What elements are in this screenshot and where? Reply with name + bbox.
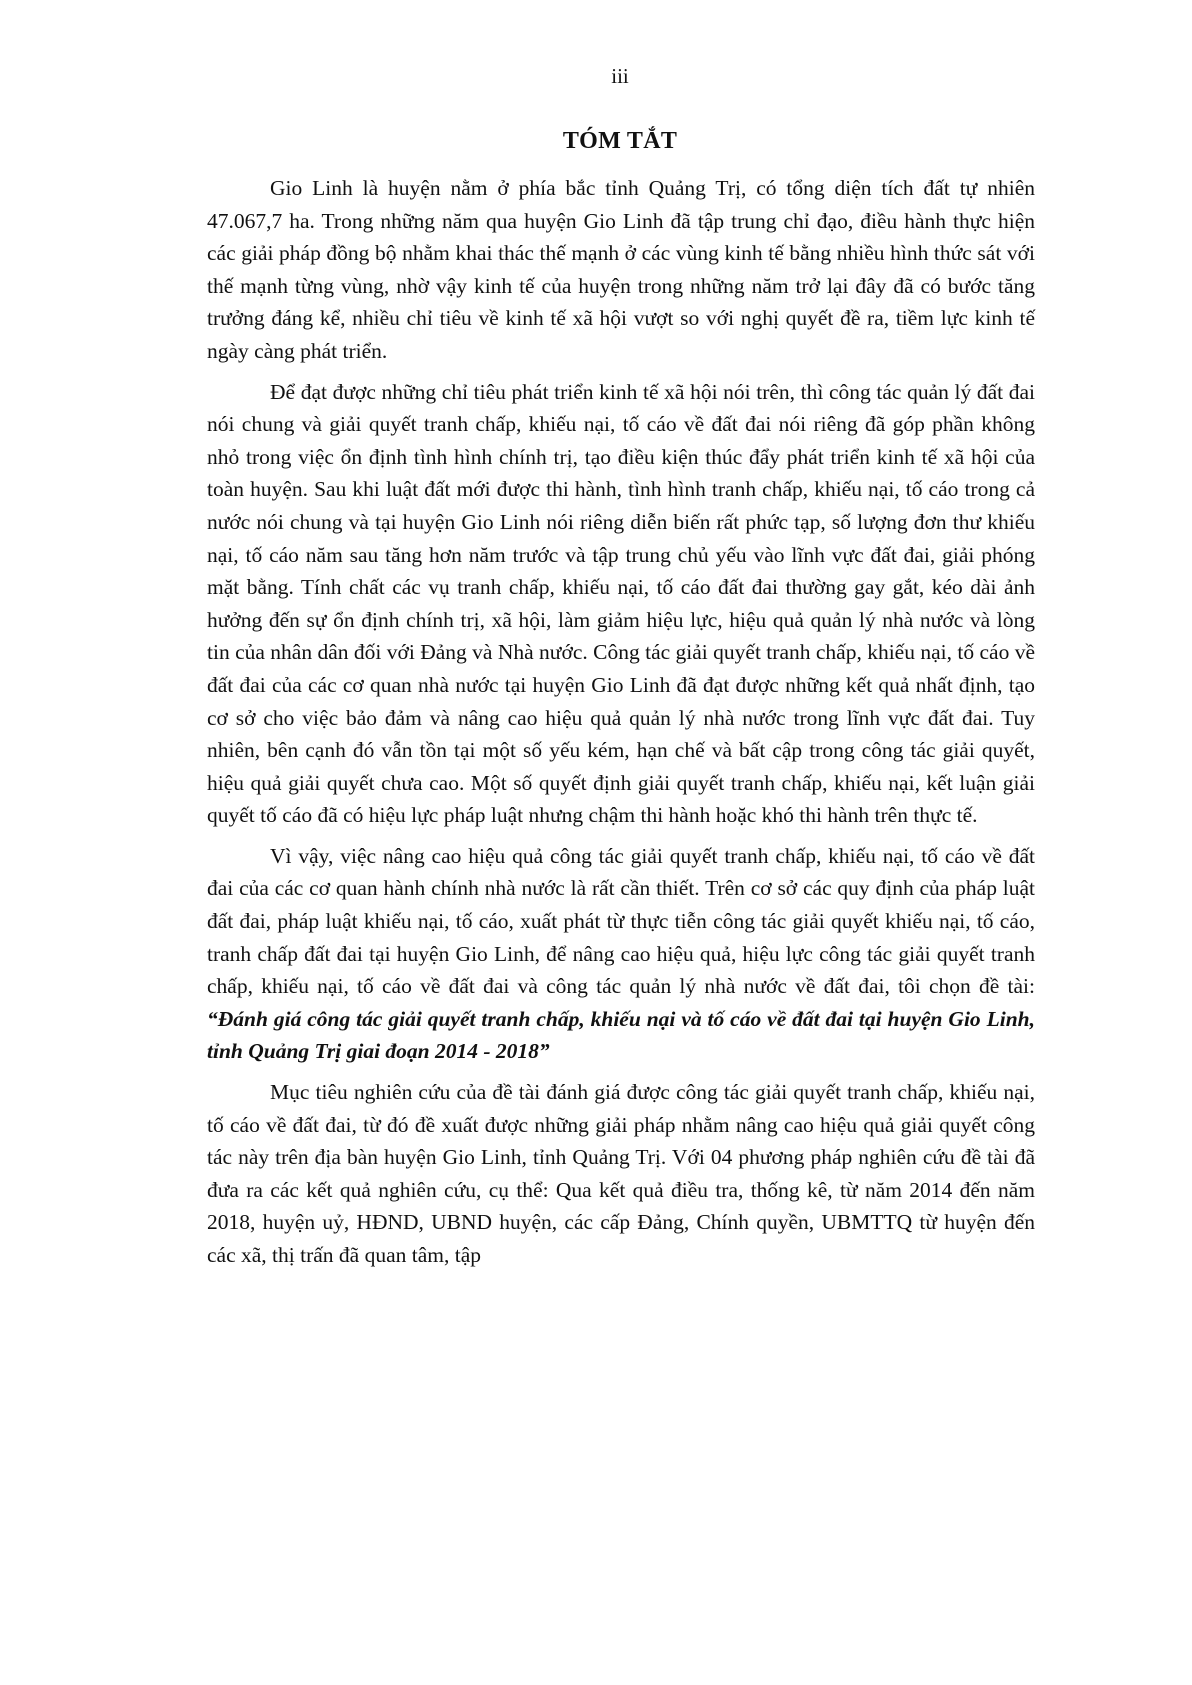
page-title: TÓM TẮT bbox=[562, 128, 678, 154]
paragraph-2: Để đạt được những chỉ tiêu phát triển kinh tế xã hội nói trên, thì công tác quản lý đất đai nói chung và giải quyết tranh chấp, khiếu nại, tố cáo về đất đai nói riêng đã góp phần không nhỏ trong việc ổn định tình hình chính trị, tạo điều kiện thúc đẩy phát triển kinh tế xã hội của toàn huyện. Sau khi luật đất mới được thi hành, tình hình tranh chấp, khiếu nại, tố cáo trong cả nước nói chung và tại huyện Gio Linh nói riêng diễn biến rất phức tạp, số lượng đơn thư khiếu nại, tố cáo năm sau tăng hơn năm trước và tập trung chủ yếu vào lĩnh vực đất đai, giải phóng mặt bằng. Tính chất các vụ tranh chấp, khiếu nại, tố cáo đất đai thường gay gắt, kéo dài ảnh hưởng đến sự ổn định chính trị, xã hội, làm giảm hiệu lực, hiệu quả quản lý nhà nước và lòng tin của nhân dân đối với Đảng và Nhà nước. Công tác giải quyết tranh chấp, khiếu nại, tố cáo về đất đai của các cơ quan nhà nước tại huyện Gio Linh đã đạt được những kết quả nhất định, tạo cơ sở cho việc bảo đảm và nâng cao hiệu quả quản lý nhà nước trong lĩnh vực đất đai. Tuy nhiên, bên cạnh đó vẫn tồn tại một số yếu kém, hạn chế và bất cập trong công tác giải quyết, hiệu quả giải quyết chưa cao. Một số quyết định giải quyết tranh chấp, khiếu nại, kết luận giải quyết tố cáo đã có hiệu lực pháp luật nhưng chậm thi hành hoặc khó thi hành trên thực tế. bbox=[207, 379, 1035, 828]
document-body bbox=[207, 172, 1035, 1280]
topic-title: “Đánh giá công tác giải quyết tranh chấp, khiếu nại và tố cáo về đất đai tại huyện Gio Linh, tỉnh Quảng Trị giai đoạn 2014 - 2018” bbox=[207, 1006, 1035, 1064]
page-number: iii bbox=[611, 64, 629, 88]
paragraph-3 bbox=[207, 840, 1035, 1068]
paragraph-1: Gio Linh là huyện nằm ở phía bắc tỉnh Quảng Trị, có tổng diện tích đất tự nhiên 47.067,7 ha. Trong những năm qua huyện Gio Linh đã tập trung chỉ đạo, điều hành thực hiện các giải pháp đồng bộ nhằm khai thác thế mạnh ở các vùng kinh tế bằng nhiều hình thức sát với thế mạnh từng vùng, nhờ vậy kinh tế của huyện trong những năm trở lại đây đã có bước tăng trưởng đáng kể, nhiều chỉ tiêu về kinh tế xã hội vượt so với nghị quyết đề ra, tiềm lực kinh tế ngày càng phát triển. bbox=[207, 176, 1035, 363]
paragraph-3-text: Vì vậy, việc nâng cao hiệu quả công tác giải quyết tranh chấp, khiếu nại, tố cáo về đất đai của các cơ quan hành chính nhà nước là rất cần thiết. Trên cơ sở các quy định của pháp luật đất đai, pháp luật khiếu nại, tố cáo, xuất phát từ thực tiễn công tác giải quyết khiếu nại, tố cáo, tranh chấp đất đai tại huyện Gio Linh, để nâng cao hiệu quả, hiệu lực công tác giải quyết tranh chấp, khiếu nại, tố cáo về đất đai và công tác quản lý nhà nước về đất đai, tôi chọn đề tài: bbox=[207, 843, 1035, 999]
paragraph-4: Mục tiêu nghiên cứu của đề tài đánh giá được công tác giải quyết tranh chấp, khiếu nại, tố cáo về đất đai, từ đó đề xuất được những giải pháp nhằm nâng cao hiệu quả giải quyết công tác này trên địa bàn huyện Gio Linh, tỉnh Quảng Trị. Với 04 phương pháp nghiên cứu đề tài đã đưa ra các kết quả nghiên cứu, cụ thể: Qua kết quả điều tra, thống kê, từ năm 2014 đến năm 2018, huyện uỷ, HĐND, UBND huyện, các cấp Đảng, Chính quyền, UBMTTQ từ huyện đến các xã, thị trấn đã quan tâm, tập bbox=[207, 1080, 1035, 1267]
